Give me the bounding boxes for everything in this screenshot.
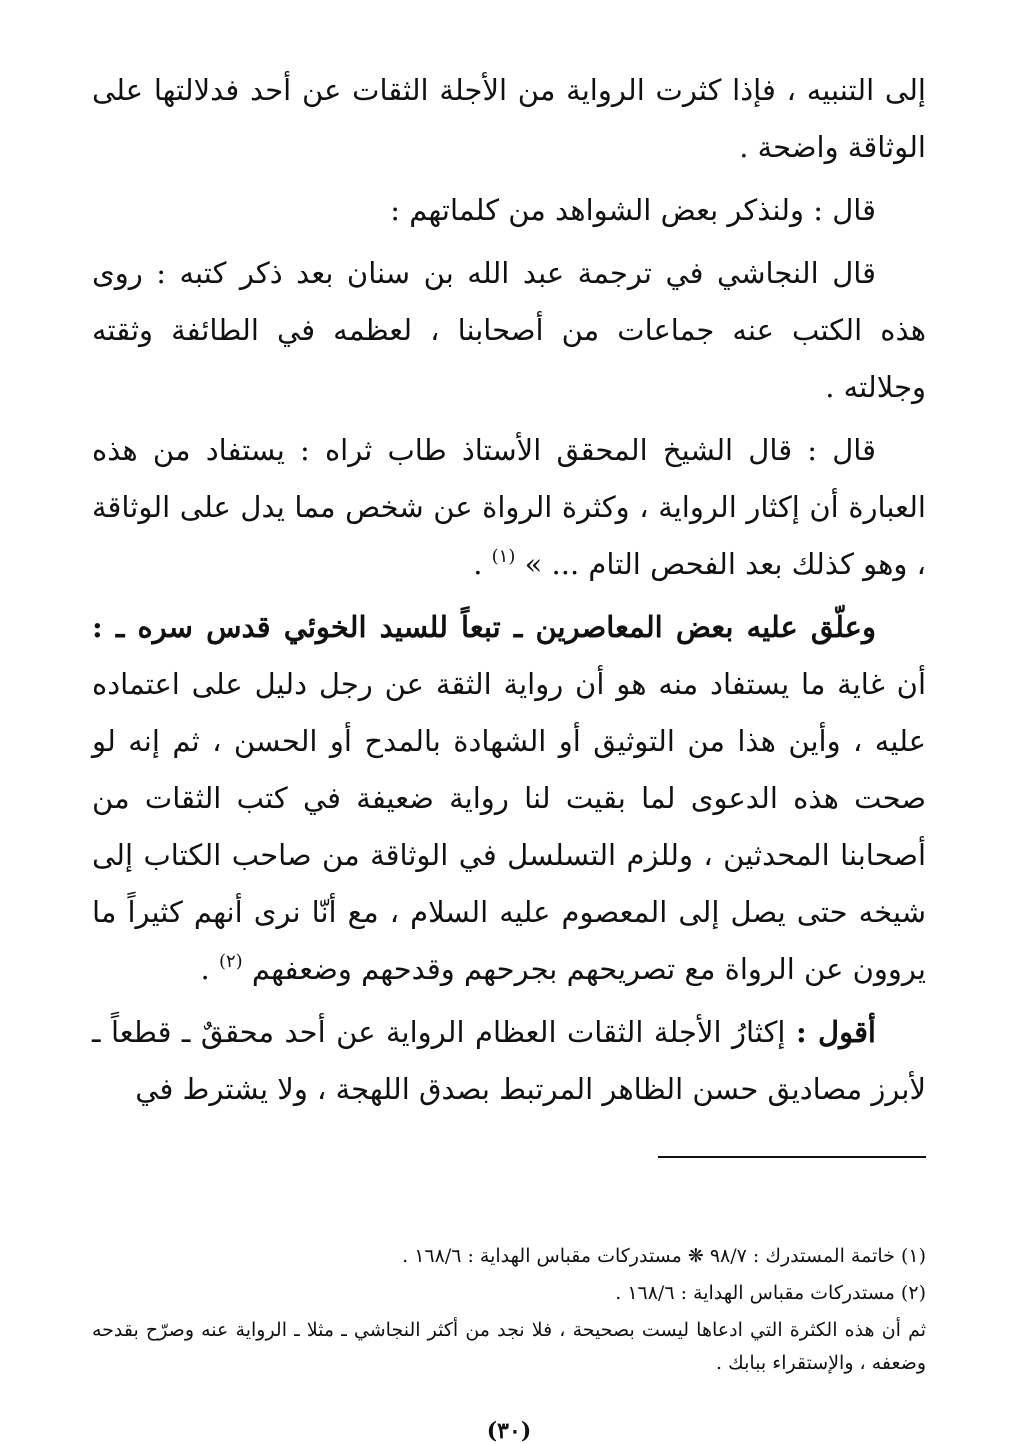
footnote-divider [658,1156,926,1158]
footnote-1: (١) خاتمة المستدرك : ٩٨/٧ ❋ مستدركات مقباس الهداية : ١٦٨/٦ . [402,1245,926,1267]
paragraph-4 [92,422,926,593]
paragraph-5-text: أن غاية ما يستفاد منه هو أن رواية الثقة عن رجل دليل على اعتماده عليه ، وأين هذا من التوثيق أو الشهادة بالمدح أو الحسن ، ثم إنه لو صحت هذه الدعوى لما بقيت لنا رواية ضعيفة في كتب الثقات من أصحابنا المحدثين ، وللزم التسلسل في الوثاقة من صاحب الكتاب إلى شيخه حتى يصل إلى المعصوم عليه السلام ، مع أنّا نرى أنهم كثيراً ما يروون عن الرواة مع تصريحهم بجرحهم وقدحهم وضعفهم [92,667,926,986]
book-page [92,62,926,1444]
paragraph-1: إلى التنبيه ، فإذا كثرت الرواية من الأجلة الثقات عن أحد فدلالتها على الوثاقة واضحة . [92,73,926,164]
paragraph-3: قال النجاشي في ترجمة عبد الله بن سنان بعد ذكر كتبه : روى هذه الكتب عنه جماعات من أصحابنا ، لعظمه في الطائفة وثقته وجلالته . [92,256,926,404]
paragraph-4-end: . [473,547,492,581]
main-text [92,62,926,1118]
footnote-3: ثم أن هذه الكثرة التي ادعاها ليست بصحيحة ، فلا نجد من أكثر النجاشي ـ مثلا ـ الرواية عنه وصرّح بقدحه وضعفه ، والإستقراء ببابك . [92,1319,926,1374]
paragraph-4-text: قال : قال الشيخ المحقق الأستاذ طاب ثراه : يستفاد من هذه العبارة أن إكثار الرواية ، وكثرة الرواة عن شخص مما يدل على الوثاقة ، وهو كذلك بعد الفحص التام ... » [92,433,926,581]
page-number: (٣٠) [486,1418,532,1444]
paragraph-2: قال : ولنذكر بعض الشواهد من كلماتهم : [390,193,876,227]
footnotes [92,1240,926,1384]
footnote-ref-2: (٢) [218,951,243,972]
paragraph-6 [92,1004,926,1118]
paragraph-5-lead: وعلّق عليه بعض المعاصرين ـ تبعاً للسيد الخوئي قدس سره ـ : [92,610,876,644]
footnote-ref-1: (١) [491,546,516,567]
footnote-2: (٢) مستدركات مقباس الهداية : ١٦٨/٦ . [615,1282,926,1304]
paragraph-6-lead: أقول : [795,1015,876,1049]
paragraph-6-text: إكثارُ الأجلة الثقات العظام الرواية عن أحد محققٌ ـ قطعاً ـ لأبرز مصاديق حسن الظاهر المرتبط بصدق اللهجة ، ولا يشترط في [92,1015,926,1106]
paragraph-5-end: . [200,952,219,986]
paragraph-5 [92,599,926,998]
